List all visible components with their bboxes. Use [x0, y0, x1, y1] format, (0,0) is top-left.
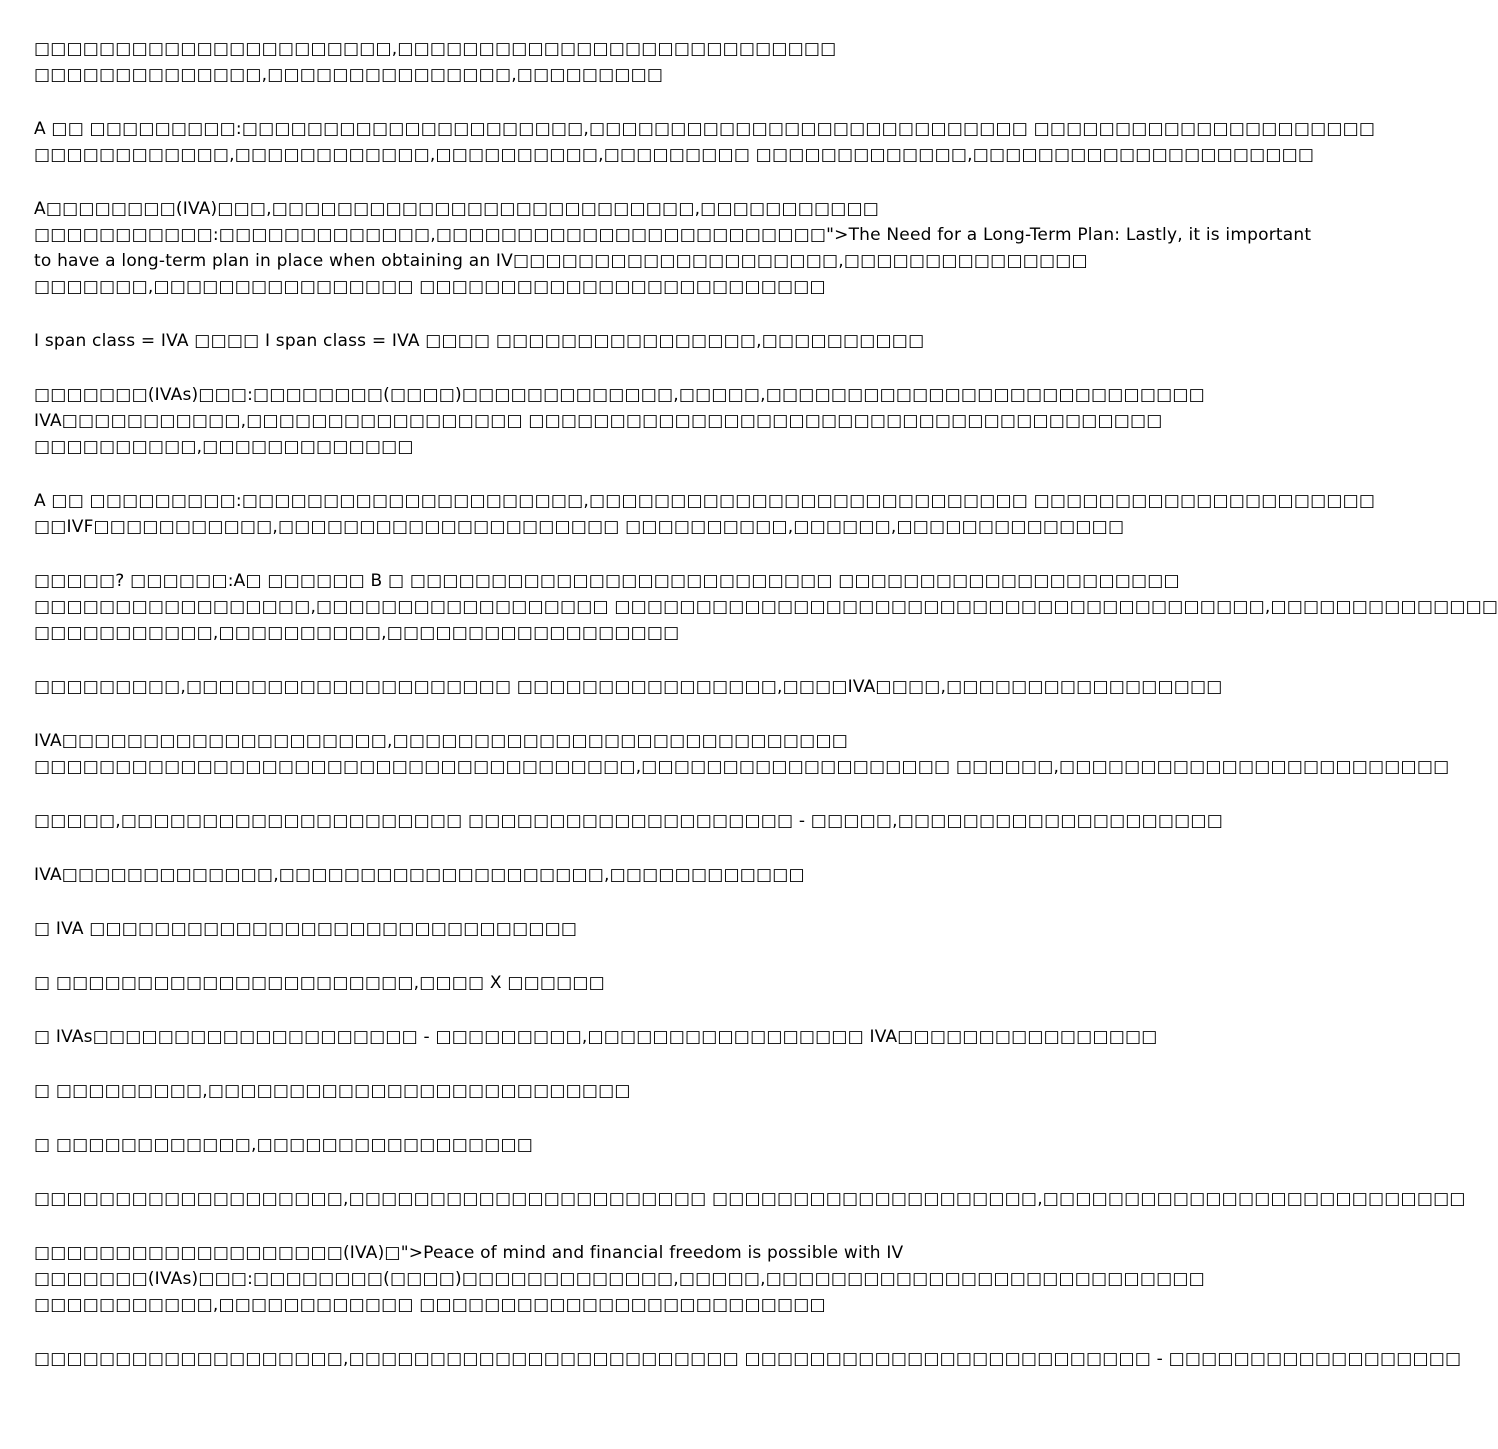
paragraph-line: □ □□□□□□□□□□□□□□□□□□□□□□,□□□□ X □□□□□□ [34, 973, 605, 993]
paragraph-line: □□□□□□□,□□□□□□□□□□□□□□□□ □□□□□□□□□□□□□□□□□□□□□□□□□ [34, 277, 826, 297]
paragraph-line: □□□□□□□□□□□□□□□□□□□,□□□□□□□□□□□□□□□□□□□□□□□□ □□□□□□□□□□□□□□□□□□□□□□□□□ - □□□□□□□□□□□□□□□□□□ [34, 1349, 1462, 1369]
paragraph-line: □ □□□□□□□□□,□□□□□□□□□□□□□□□□□□□□□□□□□□ [34, 1081, 631, 1101]
paragraph-line: □□□□□□□□□□□,□□□□□□□□□□,□□□□□□□□□□□□□□□□□□ [34, 623, 680, 643]
paragraph-line: □□□□□□□□□□□□□□□□□□□□□□,□□□□□□□□□□□□□□□□□□□□□□□□□□□ [34, 39, 837, 59]
paragraph [34, 1240, 1205, 1318]
paragraph [34, 328, 990, 354]
paragraph-line: □□□□□□□(IVAs)□□□:□□□□□□□□(□□□□)□□□□□□□□□□□□□,□□□□□,□□□□□□□□□□□□□□□□□□□□□□□□□□□ [34, 1269, 1205, 1289]
paragraph-line: □□□□□□□□□□□□□□,□□□□□□□□□□□□□□□,□□□□□□□□□ [34, 65, 664, 85]
paragraph-line: IVA□□□□□□□□□□□□□□□□□□□□,□□□□□□□□□□□□□□□□□□□□□□□□□□□□ [34, 731, 848, 751]
paragraph [34, 1024, 1158, 1050]
paragraph-line: □□□□□□□□□□□□□□□□□□□(IVA)□">Peace of mind and financial freedom is possible with IV [34, 1243, 904, 1263]
paragraph-line: □□IVF□□□□□□□□□□□,□□□□□□□□□□□□□□□□□□□□□ □□□□□□□□□□,□□□□□□,□□□□□□□□□□□□□□ [34, 517, 1125, 537]
paragraph-line: □□□□□□□□□□,□□□□□□□□□□□□□ [34, 437, 414, 457]
paragraph [34, 196, 1312, 300]
paragraph [34, 862, 990, 888]
paragraph [34, 728, 1450, 780]
paragraph [34, 916, 990, 942]
paragraph [34, 808, 1223, 834]
paragraph [34, 488, 1376, 540]
paragraph [34, 382, 1205, 460]
paragraph [34, 36, 990, 88]
paragraph [34, 1346, 1462, 1372]
paragraph-line: to have a long-term plan in place when obtaining an IV□□□□□□□□□□□□□□□□□□□□,□□□□□□□□□□□□□□□ [34, 251, 1088, 271]
paragraph-line: □□□□□□□(IVAs)□□□:□□□□□□□□(□□□□)□□□□□□□□□□□□□,□□□□□,□□□□□□□□□□□□□□□□□□□□□□□□□□□ [34, 385, 1205, 405]
paragraph [34, 1186, 1466, 1212]
paragraph-line: IVA□□□□□□□□□□□,□□□□□□□□□□□□□□□□□ □□□□□□□□□□□□□□□□□□□□□□□□□□□□□□□□□□□□□□□ [34, 411, 1163, 431]
paragraph-line: □□□□□□□□□□□,□□□□□□□□□□□□ □□□□□□□□□□□□□□□□□□□□□□□□□ [34, 1295, 826, 1315]
paragraph [34, 1132, 990, 1158]
paragraph-line: □□□□□□□□□□□□□□□□□□□,□□□□□□□□□□□□□□□□□□□□□□ □□□□□□□□□□□□□□□□□□□□,□□□□□□□□□□□□□□□□□□□□□□□□□□ [34, 1189, 1466, 1209]
paragraph [34, 116, 1376, 168]
paragraph-line: □□□□□? □□□□□□:A□ □□□□□□ B □ □□□□□□□□□□□□□□□□□□□□□□□□□□ □□□□□□□□□□□□□□□□□□□□□ [34, 571, 1180, 591]
paragraph-line: □□□□□□□□□□□□□□□□□□□□□□□□□□□□□□□□□□□□□,□□□□□□□□□□□□□□□□□□□ □□□□□□,□□□□□□□□□□□□□□□□□□□□□□□□ [34, 757, 1450, 777]
paragraph-line: A □□ □□□□□□□□□:□□□□□□□□□□□□□□□□□□□□□,□□□□□□□□□□□□□□□□□□□□□□□□□□□ □□□□□□□□□□□□□□□□□□□□□ [34, 119, 1376, 139]
paragraph-line: □ □□□□□□□□□□□□,□□□□□□□□□□□□□□□□□ [34, 1135, 534, 1155]
paragraph-line: I span class = IVA □□□□ I span class = IVA □□□□ □□□□□□□□□□□□□□□□,□□□□□□□□□□ [34, 331, 925, 351]
paragraph-line: □□□□□,□□□□□□□□□□□□□□□□□□□□□ □□□□□□□□□□□□□□□□□□□□ - □□□□□,□□□□□□□□□□□□□□□□□□□□ [34, 811, 1223, 831]
paragraph [34, 674, 1223, 700]
paragraph-line: □□□□□□□□□□□:□□□□□□□□□□□□□,□□□□□□□□□□□□□□□□□□□□□□□□">The Need for a Long-Term Plan: Lastly, it is important [34, 225, 1312, 245]
paragraph [34, 1078, 990, 1104]
paragraph-line: □ IVA □□□□□□□□□□□□□□□□□□□□□□□□□□□□□□ [34, 919, 578, 939]
paragraph-line: A□□□□□□□□(IVA)□□□,□□□□□□□□□□□□□□□□□□□□□□□□□□,□□□□□□□□□□□ [34, 199, 880, 219]
paragraph [34, 970, 990, 996]
paragraph-line: □ IVAs□□□□□□□□□□□□□□□□□□□□ - □□□□□□□□□,□□□□□□□□□□□□□□□□□ IVA□□□□□□□□□□□□□□□□ [34, 1027, 1158, 1047]
paragraph-line: IVA□□□□□□□□□□□□□,□□□□□□□□□□□□□□□□□□□□,□□□□□□□□□□□□ [34, 865, 805, 885]
paragraph-line: □□□□□□□□□□□□□□□□□,□□□□□□□□□□□□□□□□□□ □□□□□□□□□□□□□□□□□□□□□□□□□□□□□□□□□□□□□□□□,□□□□□□□□□□□□□□ [34, 597, 1498, 617]
paragraph-line: □□□□□□□□□□□□,□□□□□□□□□□□□,□□□□□□□□□□,□□□□□□□□□ □□□□□□□□□□□□□,□□□□□□□□□□□□□□□□□□□□□ [34, 145, 1315, 165]
paragraph-line: □□□□□□□□□,□□□□□□□□□□□□□□□□□□□□ □□□□□□□□□□□□□□□□,□□□□IVA□□□□,□□□□□□□□□□□□□□□□□ [34, 677, 1223, 697]
paragraph [34, 568, 1498, 646]
paragraph-line: A □□ □□□□□□□□□:□□□□□□□□□□□□□□□□□□□□□,□□□□□□□□□□□□□□□□□□□□□□□□□□□ □□□□□□□□□□□□□□□□□□□□□ [34, 491, 1376, 511]
